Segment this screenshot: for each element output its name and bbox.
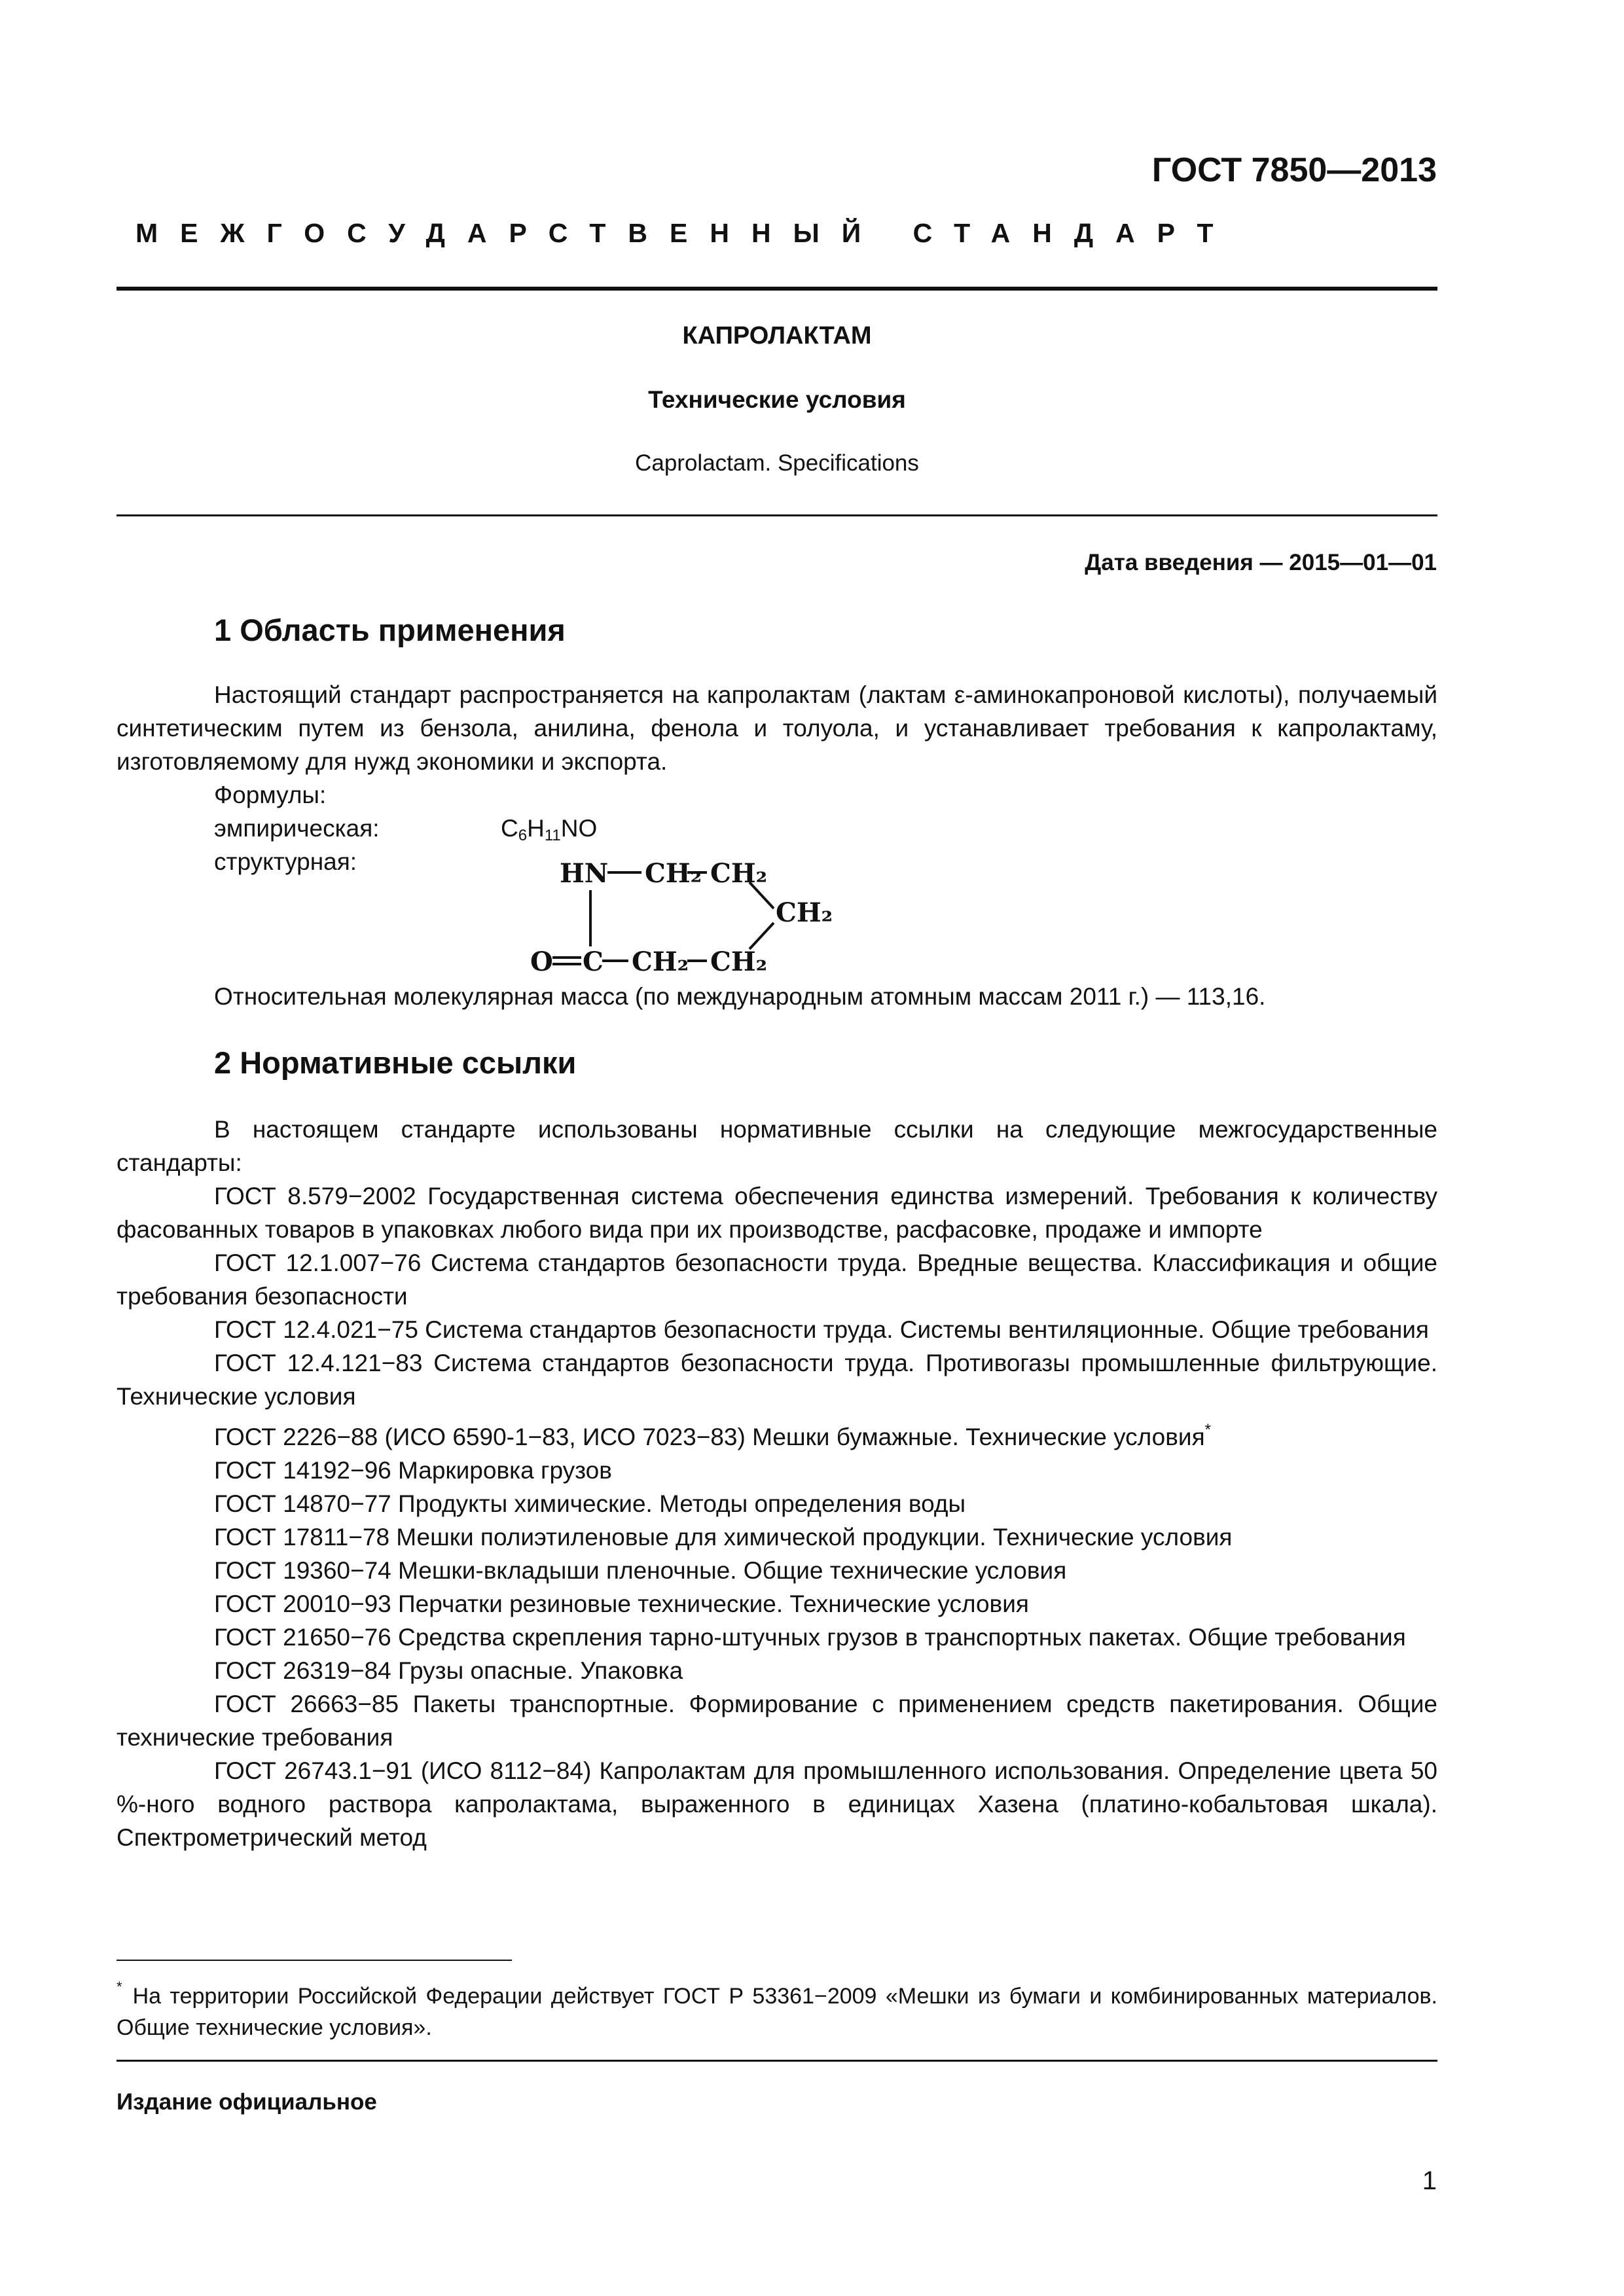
footer-divider	[117, 2060, 1437, 2062]
gost-number: ГОСТ 7850—2013	[1151, 151, 1437, 189]
empirical-label: эмпирическая:	[214, 815, 380, 842]
reference-item: ГОСТ 17811−78 Мешки полиэтиленовые для химической продукции. Технические условия	[214, 1524, 1233, 1551]
struct-hn: HN	[560, 858, 609, 889]
footnote-mark: *	[117, 1979, 122, 1995]
reference-item: ГОСТ 21650−76 Средства скрепления тарно-штучных грузов в транспортных пакетах. Общие требования	[214, 1624, 1406, 1651]
structural-formula	[530, 850, 838, 980]
header-divider	[117, 287, 1437, 291]
footnote-separator	[117, 1960, 512, 1961]
section-2-body	[117, 1113, 1437, 1854]
title-divider	[117, 514, 1437, 516]
struct-o: O	[530, 946, 553, 977]
reference-item: ГОСТ 19360−74 Мешки-вкладыши пленочные. Общие технические условия	[214, 1557, 1067, 1584]
struct-ch2-c: CH₂	[632, 946, 689, 977]
references-intro: В настоящем стандарте использованы нормативные ссылки на следующие межгосударственные стандарты:	[117, 1116, 1437, 1176]
standard-type: МЕЖГОСУДАРСТВЕННЫЙ СТАНДАРТ	[135, 218, 1236, 248]
document-title: КАПРОЛАКТАМ	[682, 322, 872, 350]
reference-item: ГОСТ 14192−96 Маркировка грузов	[214, 1457, 612, 1484]
reference-item: ГОСТ 14870−77 Продукты химические. Методы определения воды	[214, 1490, 966, 1517]
struct-c: C	[583, 946, 604, 977]
section-2-heading: 2 Нормативные ссылки	[214, 1045, 577, 1080]
footnote	[117, 1971, 1437, 2043]
footnote-text: На территории Российской Федерации действует ГОСТ Р 53361−2009 «Мешки из бумаги и комбинированных материалов. Общие технические условия».	[117, 1984, 1437, 2040]
reference-item: ГОСТ 8.579−2002 Государственная система обеспечения единства измерений. Требования к количеству фасованных товаров в упаковках любого вида при их производстве, расфасовке, продаже и импорте	[117, 1183, 1437, 1243]
footnote-marker: *	[1204, 1421, 1211, 1439]
section-1-heading: 1 Область применения	[214, 613, 566, 647]
empirical-formula: $C_6H_{11}NO$	[501, 815, 598, 844]
reference-item: ГОСТ 26743.1−91 (ИСО 8112−84) Капролактам для промышленного использования. Определение цвета 50 %-ного водного раствора капролактама, выраженного в единицах Хазена (платино-кобальтовая шкала). Спектрометрический метод	[117, 1757, 1437, 1851]
formulas-label: Формулы:	[214, 781, 327, 808]
reference-item: ГОСТ 12.4.021−75 Система стандартов безопасности труда. Системы вентиляционные. Общие требования	[214, 1316, 1429, 1343]
struct-ch2-d: CH₂	[710, 946, 768, 977]
reference-item: ГОСТ 26663−85 Пакеты транспортные. Формирование с применением средств пакетирования. Общие технические требования	[117, 1691, 1437, 1751]
scope-paragraph: Настоящий стандарт распространяется на капролактам (лактам ε-аминокапроновой кислоты), получаемый синтетическим путем из бензола, анилина, фенола и толуола, и устанавливает требования к капролактаму, изготовляемому для нужд экономики и экспорта.	[117, 681, 1437, 775]
reference-item: ГОСТ 12.1.007−76 Система стандартов безопасности труда. Вредные вещества. Классификация и общие требования безопасности	[117, 1249, 1437, 1310]
reference-item: ГОСТ 26319−84 Грузы опасные. Упаковка	[214, 1657, 683, 1684]
struct-ch2-b: CH₂	[710, 858, 768, 889]
reference-item-with-footnote: ГОСТ 2226−88 (ИСО 6590-1−83, ИСО 7023−83) Мешки бумажные. Технические условия*	[214, 1421, 1211, 1450]
edition-label: Издание официальное	[117, 2089, 377, 2115]
molar-mass: Относительная молекулярная масса (по международным атомным массам 2011 г.) — 113,16.	[214, 983, 1266, 1010]
structural-label: структурная:	[214, 848, 357, 875]
reference-item: ГОСТ 20010−93 Перчатки резиновые технические. Технические условия	[214, 1590, 1029, 1617]
document-subtitle: Технические условия	[648, 386, 906, 413]
section-1-body	[117, 678, 1437, 778]
struct-ch2-a: CH₂	[645, 858, 702, 889]
introduction-date: Дата введения — 2015—01—01	[1085, 550, 1437, 575]
struct-ch2-right: CH₂	[776, 897, 833, 928]
reference-item: ГОСТ 12.4.121−83 Система стандартов безопасности труда. Противогазы промышленные фильтрующие. Технические условия	[117, 1350, 1437, 1410]
page-number: 1	[1422, 2166, 1437, 2195]
document-title-english: Caprolactam. Specifications	[635, 450, 919, 476]
bond-bottom-right	[749, 923, 774, 949]
